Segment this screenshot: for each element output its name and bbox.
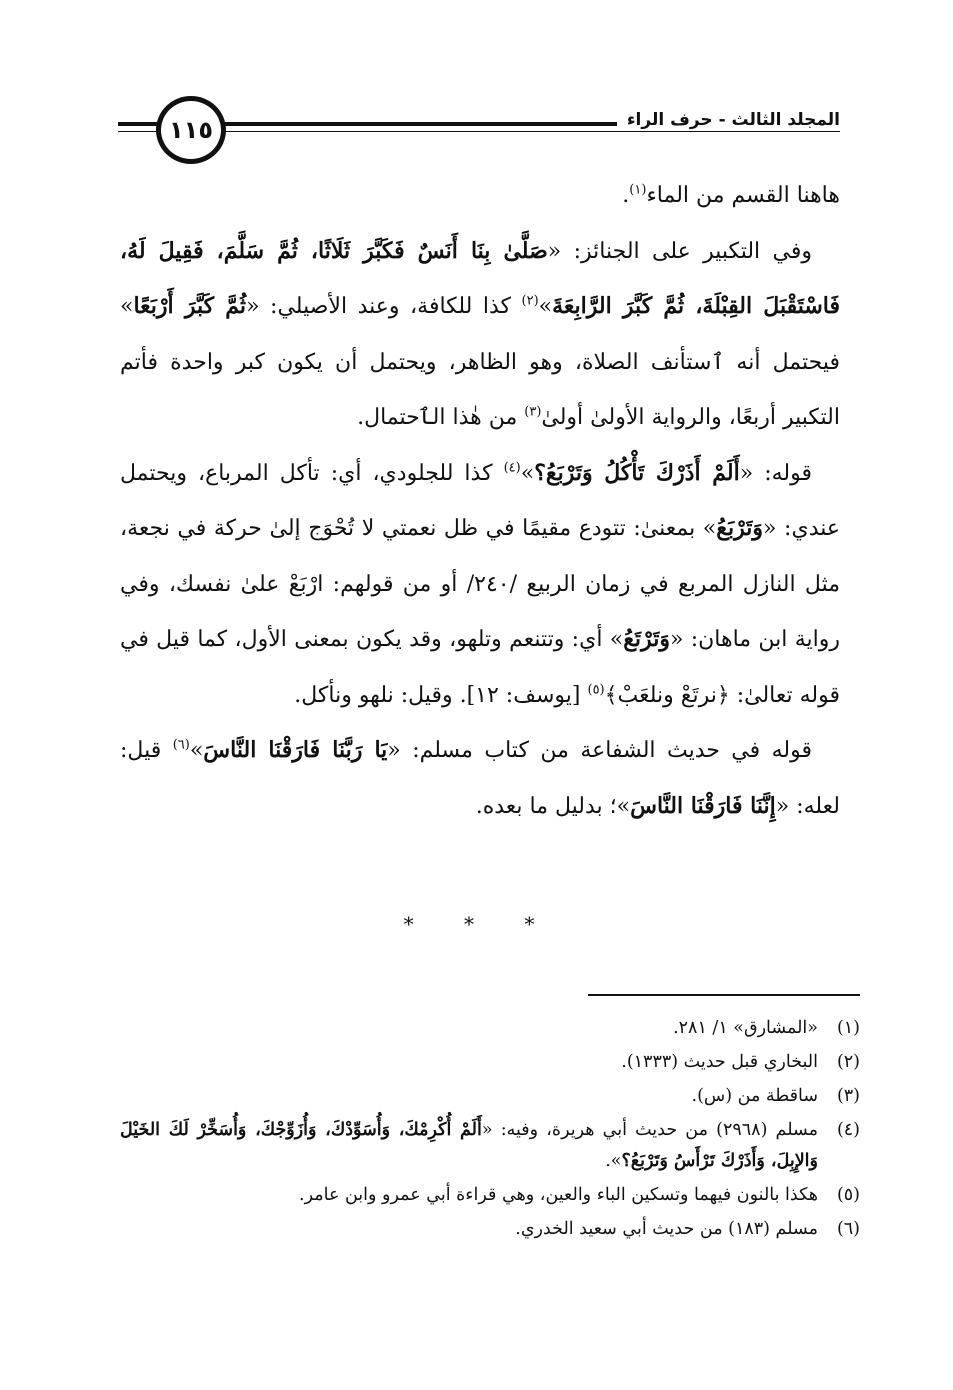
footnote-ref-4[interactable]: (٤) bbox=[503, 460, 521, 476]
footnote-ref-2[interactable]: (٢) bbox=[521, 293, 539, 309]
page-header bbox=[118, 96, 840, 158]
footnote-5: (٥) هكذا بالنون فيهما وتسكين الباء والعين، وهي قراءة أبي عمرو وابن عامر. bbox=[299, 1185, 860, 1205]
hadith-quote: يَا رَبَّنَا فَارَقْنَا النَّاسَ bbox=[203, 737, 388, 763]
hadith-quote: صَلَّىٰ بِنَا أَنَسٌ فَكَبَّرَ ثَلَاثًا، ثُمَّ سَلَّمَ، فَقِيلَ لَهُ، فَاسْتَقْبَلَ القِبْلَةَ، ثُمَّ كَبَّرَ الرَّابِعَةَ bbox=[120, 237, 841, 319]
hadith-quote: إِنَّنَا فَارَقْنَا النَّاسَ bbox=[630, 792, 776, 819]
footnote-ref-6[interactable]: (٦) bbox=[172, 737, 190, 753]
main-text bbox=[120, 168, 840, 834]
footnote-divider bbox=[588, 994, 860, 996]
footnotes bbox=[120, 1013, 860, 1248]
footnote-2: (٢) البخاري قبل حديث (١٣٣٣). bbox=[621, 1052, 860, 1072]
footnote-6: (٦) مسلم (١٨٣) من حديث أبي سعيد الخدري. bbox=[515, 1219, 860, 1239]
hadith-quote: وَتَرْتَعُ bbox=[623, 626, 670, 652]
footnote-ref-3[interactable]: (٣) bbox=[524, 404, 542, 420]
hadith-quote: أَلَمْ أُكْرِمْكَ، وَأُسَوِّدْكَ، وَأُزَوِّجْكَ، وَأُسَخِّرْ لَكَ الخَيْلَ وَالإِبِلَ، وَأَذَرْكَ تَرْأَسُ وَتَرْبَعُ؟ bbox=[120, 1120, 818, 1171]
paragraph-4: قوله في حديث الشفاعة من كتاب مسلم: «يَا رَبَّنَا فَارَقْنَا النَّاسَ»$^{(٦)}$ قيل: لعله: «إِنَّنَا فَارَقْنَا النَّاسَ»؛ بدليل ما بعده. bbox=[120, 737, 840, 819]
hadith-quote: أَلَمْ أَذَرْكَ تَأْكُلُ وَتَرْبَعُ؟ bbox=[534, 459, 740, 486]
hadith-quote: وَتَرْبَعُ bbox=[716, 515, 763, 541]
section-separator: * * * bbox=[403, 912, 557, 936]
page-number: ١١٥ bbox=[156, 96, 226, 164]
footnote-3: (٣) ساقطة من (س). bbox=[691, 1086, 860, 1106]
running-title: المجلد الثالث - حرف الراء bbox=[617, 110, 840, 130]
paragraph-1: هاهنا القسم من الماء$^{(١)}$. bbox=[622, 182, 840, 208]
footnote-4: (٤) مسلم (٢٩٦٨) من حديث أبي هريرة، وفيه: «أَلَمْ أُكْرِمْكَ، وَأُسَوِّدْكَ، وَأُزَوِّجْكَ، وَأُسَخِّرْ لَكَ الخَيْلَ وَالإِبِلَ، وَأَذَرْكَ تَرْأَسُ وَتَرْبَعُ؟». bbox=[120, 1120, 860, 1171]
paragraph-2: وفي التكبير على الجنائز: «صَلَّىٰ بِنَا أَنَسٌ فَكَبَّرَ ثَلَاثًا، ثُمَّ سَلَّمَ، فَقِيلَ لَهُ، فَاسْتَقْبَلَ القِبْلَةَ، ثُمَّ كَبَّرَ الرَّابِعَةَ»$^{(٢)}$ كذا للكافة، وعند الأصيلي: «ثُمَّ كَبَّرَ أَرْبَعًا» فيحتمل أنه ٱستأنف الصلاة، وهو الظاهر، ويحتمل أن يكون كبر واحدة فأتم التكبير أربعًا، والرواية الأولىٰ أولىٰ$^{(٣)}$ من هٰذا الٱحتمال. bbox=[120, 237, 841, 430]
footnote-ref-1[interactable]: (١) bbox=[629, 182, 647, 198]
footnote-1: (١) «المشارق» ١/ ٢٨١. bbox=[673, 1018, 860, 1038]
paragraph-3: قوله: «أَلَمْ أَذَرْكَ تَأْكُلُ وَتَرْبَعُ؟»$^{(٤)}$ كذا للجلودي، أي: تأكل المرباع، ويحتمل عندي: «وَتَرْبَعُ» بمعنىٰ: تتودع مقيمًا في ظل نعمتي لا تُحْوَج إلىٰ حركة في نجعة، مثل النازل المربع في زمان الربيع /٢٤٠/ أو من قولهم: ارْبَعْ علىٰ نفسك، وفي رواية ابن ماهان: «وَتَرْتَعُ» أي: وتتنعم وتلهو، وقد يكون بمعنى الأول، كما قيل في قوله تعالىٰ: ﴿نرتَعْ ونلعَبْ﴾$^{(٥)}$ [يوسف: ١٢]. وقيل: نلهو ونأكل. bbox=[120, 459, 841, 708]
footnote-ref-5[interactable]: (٥) bbox=[587, 682, 605, 698]
hadith-quote: ثُمَّ كَبَّرَ أَرْبَعًا bbox=[133, 293, 247, 319]
